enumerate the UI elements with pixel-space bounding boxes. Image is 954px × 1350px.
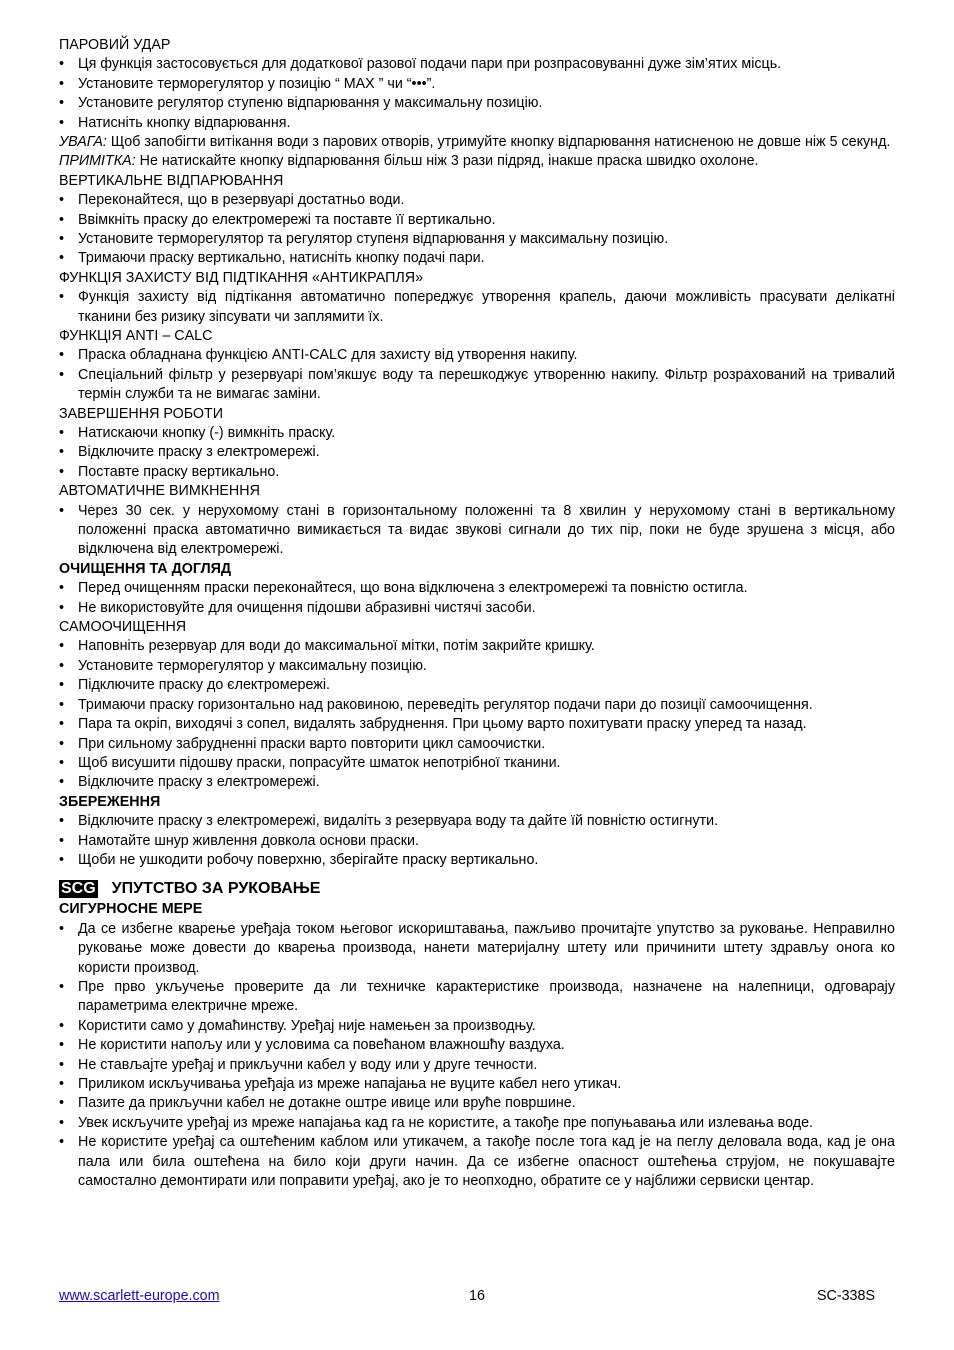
list-item: • Щоби не ушкодити робочу поверхню, зберігайте праску вертикально. — [59, 851, 895, 870]
list-item: • Користити само у домаћинству. Уређај није намењен за производњу. — [59, 1017, 895, 1036]
list-finishing — [59, 424, 895, 482]
list-item: • Не використовуйте для очищення підошви абразивні чистячі засоби. — [59, 599, 895, 618]
remark-text: Не натискайте кнопку відпарювання більш ніж 3 рази підряд, інакше праска швидко охолоне. — [139, 153, 759, 170]
list-vertical-steam — [59, 191, 895, 269]
list-item: • Праска обладнана функцією ANTI-CALC для захисту від утворення накипу. — [59, 346, 895, 365]
list-item: • Тримаючи праску горизонтально над раковиною, переведіть регулятор подачи пари до позиції самоочищення. — [59, 696, 895, 715]
section-heading-finishing: ЗАВЕРШЕННЯ РОБОТИ — [59, 405, 224, 422]
scg-title-text: УПУТСТВО ЗА РУКОВАЊЕ — [111, 880, 321, 898]
list-item: • Через 30 сек. у нерухомому стані в горизонтальному положенні та 8 хвилин у нерухомому стані в вертикальному положенні праска автоматично вимикається та видає звукові сигнали до тих пір, поки не буде зрушена з місця, або відключена від електромережі. — [59, 502, 895, 560]
scg-section-title — [59, 878, 895, 900]
list-item: • Намотайте шнур живлення довкола основи праски. — [59, 832, 895, 851]
list-item: • Установите терморегулятор у максимальну позицію. — [59, 657, 895, 676]
section-heading-anti-drip: ФУНКЦІЯ ЗАХИСТУ ВІД ПІДТІКАННЯ «АНТИКРАПЛЯ» — [59, 269, 424, 286]
list-item: • Поставте праску вертикально. — [59, 463, 895, 482]
section-heading-steam-burst: ПАРОВИЙ УДАР — [59, 37, 171, 53]
list-item: • Переконайтеся, що в резервуарі достатньо води. — [59, 191, 895, 210]
section-heading-cleaning: ОЧИЩЕННЯ ТА ДОГЛЯД — [59, 560, 232, 577]
list-item: • Увек искључите уређај из мреже напајања кад га не користите, а такође пре попуњавања или излевања воде. — [59, 1114, 895, 1133]
list-auto-off — [59, 502, 895, 560]
section-heading-vertical-steam: ВЕРТИКАЛЬНЕ ВІДПАРЮВАННЯ — [59, 172, 284, 189]
list-item: • Установите регулятор ступеню відпарювання у максимальну позицію. — [59, 94, 895, 113]
list-item: • Наповніть резервуар для води до максимальної мітки, потім закрийте кришку. — [59, 637, 895, 656]
list-anti-drip — [59, 288, 895, 327]
list-item: • Щоб висушити підошву праски, попрасуйте шматок непотрібної тканини. — [59, 754, 895, 773]
list-item: • Пазите да прикључни кабел не дотакне оштре ивице или вруће површине. — [59, 1094, 895, 1113]
list-item: • Спеціальний фільтр у резервуарі пом’якшує воду та перешкоджує утворенню накипу. Фільтр розрахований на тривалий термін служби та не вимагає заміни. — [59, 366, 895, 405]
list-scg-safety — [59, 920, 895, 1192]
page-footer — [59, 1288, 895, 1308]
list-self-clean — [59, 637, 895, 792]
section-heading-anti-calc: ФУНКЦІЯ ANTI – CALC — [59, 328, 213, 345]
remark-label: ПРИМІТКА: — [59, 153, 136, 170]
list-item: • Натисніть кнопку відпарювання. — [59, 114, 895, 133]
page-number: 16 — [469, 1288, 485, 1304]
list-item: • Відключите праску з електромережі. — [59, 443, 895, 462]
list-cleaning — [59, 579, 895, 618]
list-steam-burst — [59, 55, 895, 133]
list-item: • Установите терморегулятор та регулятор ступеня відпарювання у максимальну позицію. — [59, 230, 895, 249]
footer-website-link[interactable]: www.scarlett-europe.com — [59, 1288, 220, 1304]
section-heading-self-clean: САМООЧИЩЕННЯ — [59, 619, 187, 636]
page-content — [59, 36, 895, 1191]
warning-note — [59, 133, 895, 152]
section-heading-storage: ЗБЕРЕЖЕННЯ — [59, 793, 161, 810]
warning-label: УВАГА: — [59, 134, 107, 151]
model-number: SC-338S — [816, 1288, 875, 1304]
warning-text: Щоб запобігти витікання води з парових отворів, утримуйте кнопку відпарювання натисненою не довше ніж 5 секунд. — [110, 134, 891, 151]
list-item: • Підключите праску до єлектромережі. — [59, 676, 895, 695]
list-item: • Не стављајте уређај и прикључни кабел у воду или у друге течности. — [59, 1056, 895, 1075]
list-item: • Не користите уређај са оштећеним каблом или утикачем, а такође после тога кад је на пеглу деловала вода, кад је она пала или била оштећена на било који други начин. Да се избегне опасност оштећења струјом, не покушавајте самостално демонтирати или поправити уређај, ако је то неопходно, обратите се у најближи сервиски центар. — [59, 1133, 895, 1191]
list-anti-calc — [59, 346, 895, 404]
list-item: • Пре прво укључење проверите да ли техничке карактеристике производа, назначене на налепници, одговарају параметрима електричне мреже. — [59, 978, 895, 1017]
list-item: • Відключите праску з електромережі, видаліть з резервуара воду та дайте їй повністю остигнути. — [59, 812, 895, 831]
list-storage — [59, 812, 895, 870]
list-item: • Приликом искључивања уређаја из мреже напајања не вуците кабел него утикач. — [59, 1075, 895, 1094]
list-item: • Перед очищенням праски переконайтеся, що вона відключена з електромережі та повністю остигла. — [59, 579, 895, 598]
list-item: • Да се избегне кварење уређаја током његовог искориштавања, пажљиво прочитајте упутство за руковање. Неправилно руковање може довести до кварења производа, нанети материјалну штету или причинити штету здрављу онога ко користи производ. — [59, 920, 895, 978]
list-item: • Натискаючи кнопку (-) вимкніть праску. — [59, 424, 895, 443]
list-item: • Функція захисту від підтікання автоматично попереджує утворення крапель, даючи можливість прасувати делікатні тканини без ризику зіпсувати чи заплямити їх. — [59, 288, 895, 327]
list-item: • Не користити напољу или у условима са повећаном влажношћу ваздуха. — [59, 1036, 895, 1055]
list-item: • При сильному забрудненні праски варто повторити цикл самоочистки. — [59, 735, 895, 754]
list-item: • Відключите праску з електромережі. — [59, 773, 895, 792]
list-item: • Пара та окріп, виходячі з сопел, видалять забруднення. При цьому варто похитувати праску уперед та назад. — [59, 715, 895, 734]
remark-note — [59, 152, 895, 171]
list-item: • Ця функція застосовується для додаткової разової подачи пари при розпрасовуванні дуже зім’ятих місць. — [59, 55, 895, 74]
scg-subtitle: СИГУРНОСНЕ МЕРЕ — [59, 901, 203, 918]
list-item: • Тримаючи праску вертикально, натисніть кнопку подачі пари. — [59, 249, 895, 268]
list-item: • Установите терморегулятор у позицію “ MAX ” чи “•••”. — [59, 75, 895, 94]
section-heading-auto-off: АВТОМАТИЧНЕ ВИМКНЕННЯ — [59, 483, 260, 500]
list-item: • Ввімкніть праску до електромережі та поставте її вертикально. — [59, 211, 895, 230]
language-badge: SCG — [61, 880, 96, 898]
